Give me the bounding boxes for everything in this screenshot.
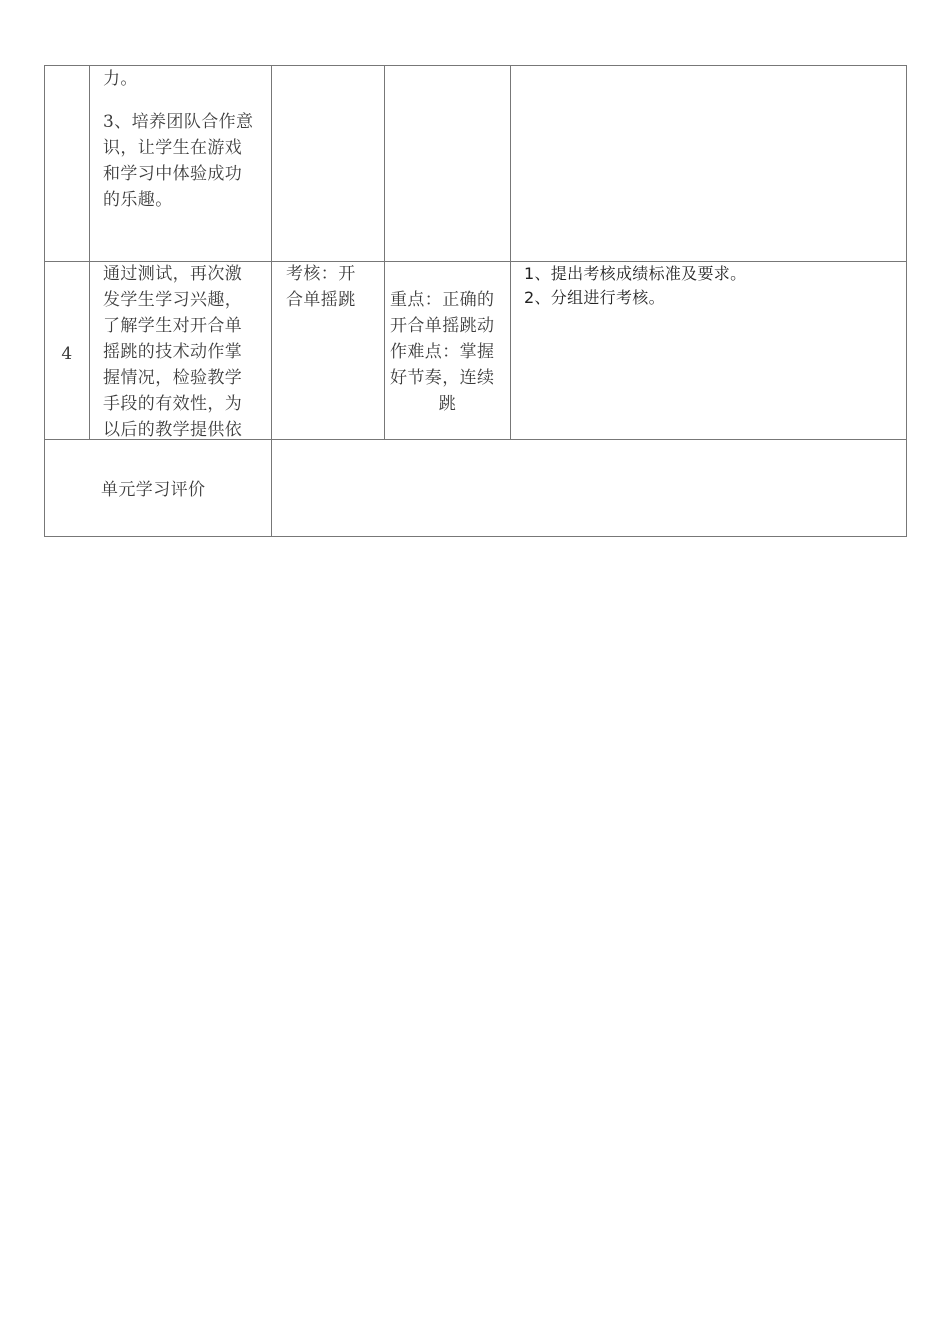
row-key-points-last: 跳 bbox=[438, 394, 457, 414]
table-bottom-border bbox=[44, 536, 907, 537]
column-divider bbox=[384, 65, 385, 440]
table-left-border bbox=[44, 65, 45, 537]
objective-item-3: 3、培养团队合作意 识，让学生在游戏 和学习中体验成功 的乐趣。 bbox=[103, 112, 254, 210]
column-divider bbox=[271, 65, 272, 537]
evaluation-label: 单元学习评价 bbox=[101, 480, 206, 500]
table-right-border bbox=[906, 65, 907, 537]
column-divider bbox=[89, 65, 90, 440]
row-key-points: 重点：正确的 开合单摇跳动 作难点：掌握 好节奏，连续 bbox=[390, 290, 495, 388]
row-number: 4 bbox=[61, 344, 73, 364]
row-method-1: 1、提出考核成绩标准及要求。 bbox=[524, 264, 747, 283]
row-objective: 通过测试，再次激 发学生学习兴趣， 了解学生对开合单 摇跳的技术动作掌 握情况，检验教学 手段的有效性，为 以后的教学提供依 bbox=[103, 264, 243, 440]
row-method-2: 2、分组进行考核。 bbox=[524, 288, 665, 307]
objective-continued-text: 力。 bbox=[103, 69, 138, 89]
row-content: 考核：开 合单摇跳 bbox=[286, 264, 356, 310]
column-divider bbox=[510, 65, 511, 440]
